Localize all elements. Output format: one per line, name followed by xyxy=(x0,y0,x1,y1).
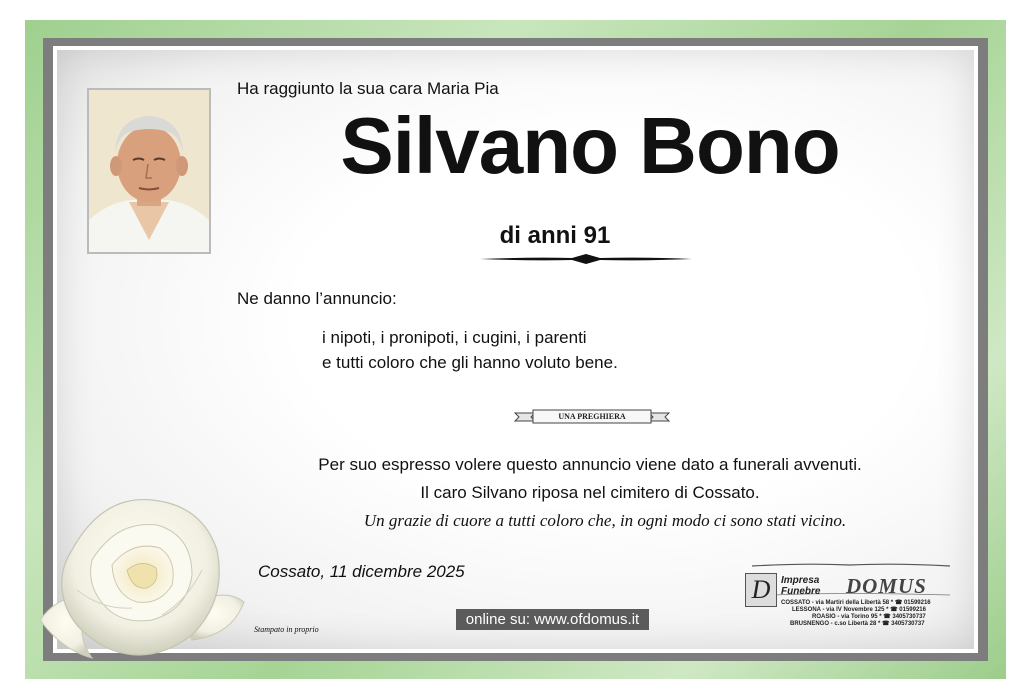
address-roasio: ROASIO - via Torino 95 * ☎ 3405730737 xyxy=(812,614,926,620)
white-rose-icon xyxy=(32,490,252,665)
logo-brand: DOMUS xyxy=(846,574,927,598)
portrait-photo xyxy=(87,88,211,254)
address-cossato: COSSATO - via Martiri della Libertà 58 * ☎ 01599216 xyxy=(781,600,931,606)
domus-initial: D xyxy=(745,573,777,607)
thanks-text: Un grazie di cuore a tutti coloro che, in ogni modo ci sono stati vicino. xyxy=(363,511,847,530)
relatives-line-2: e tutti coloro che gli hanno voluto bene. xyxy=(322,353,618,372)
announced-by-text: Ne danno l’annuncio: xyxy=(237,289,397,308)
online-banner: online su: www.ofdomus.it xyxy=(456,609,649,630)
logo-line-1: Impresa xyxy=(781,575,820,586)
intro-text: Ha raggiunto la sua cara Maria Pia xyxy=(237,79,499,98)
prayer-ribbon xyxy=(513,408,671,426)
logo-line-2: Funebre xyxy=(781,586,821,597)
age-text: di anni 91 xyxy=(499,222,611,249)
printed-note: Stampato in proprio xyxy=(254,625,319,634)
funeral-note-line-2: Il caro Silvano riposa nel cimitero di Cossato. xyxy=(420,483,760,502)
relatives-line-1: i nipoti, i pronipoti, i cugini, i parenti xyxy=(322,328,587,347)
funeral-note-line-1: Per suo espresso volere questo annuncio viene dato a funerali avvenuti. xyxy=(318,455,862,474)
ornamental-divider xyxy=(480,252,692,266)
deceased-name: Silvano Bono xyxy=(340,101,840,190)
address-lessona: LESSONA - via IV Novembre 125 * ☎ 01599216 xyxy=(792,607,926,613)
place-date: Cossato, 11 dicembre 2025 xyxy=(258,562,465,581)
prayer-label: UNA PREGHIERA xyxy=(558,412,626,421)
address-brusnengo: BRUSNENGO - c.so Libertà 28 * ☎ 3405730737 xyxy=(790,621,925,627)
